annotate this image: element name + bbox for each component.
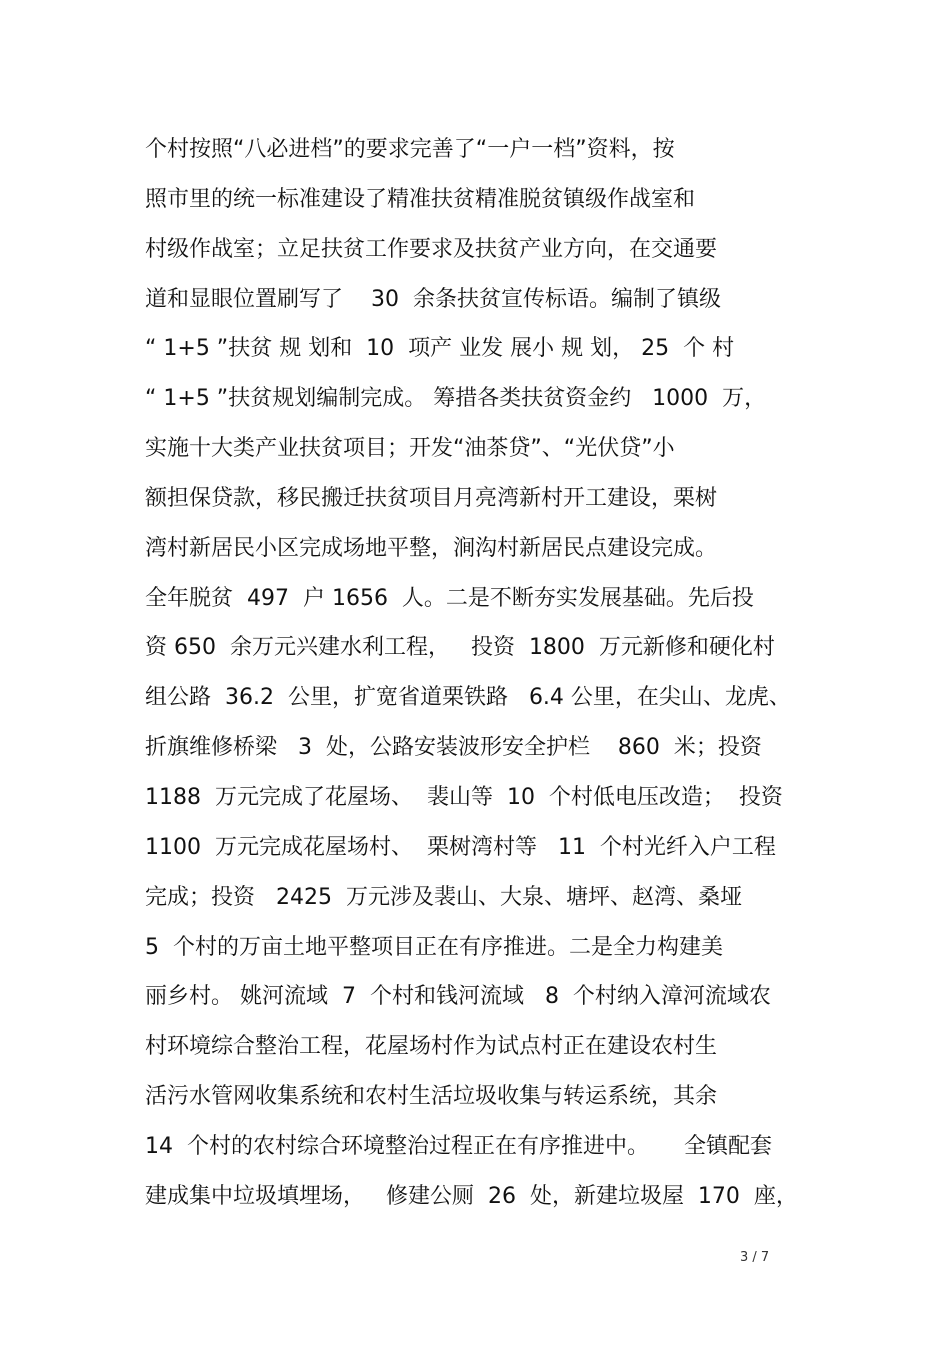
text-line: 照市里的统一标准建设了精准扶贫精准脱贫镇级作战室和 xyxy=(145,186,696,212)
page-number: 3 / 7 xyxy=(740,1250,770,1265)
text-line: 14 个村的农村综合环境整治过程正在有序推进中。 全镇配套 xyxy=(145,1133,772,1159)
text-line: 1100 万元完成花屋场村、 栗树湾村等 11 个村光纤入户工程 xyxy=(145,834,776,860)
text-line: 折旗维修桥梁 3 处，公路安装波形安全护栏 860 米；投资 xyxy=(145,735,762,761)
text-line: 1188 万元完成了花屋场、 裴山等 10 个村低电压改造； 投资 xyxy=(145,784,783,810)
text-line: 全年脱贫 497 户 1656 人。二是不断夯实发展基础。先后投 xyxy=(145,585,754,611)
text-line: 实施十大类产业扶贫项目；开发“油茶贷”、“光伏贷”小 xyxy=(145,436,675,462)
text-line: 个村按照“八必进档”的要求完善了“一户一档”资料，按 xyxy=(145,137,675,162)
text-line: 道和显眼位置刷写了 30 余条扶贫宣传标语。编制了镇级 xyxy=(145,286,721,312)
text-line: 丽乡村。 姚河流域 7 个村和钱河流域 8 个村纳入漳河流域农 xyxy=(145,984,771,1010)
text-line: 湾村新居民小区完成场地平整，涧沟村新居民点建设完成。 xyxy=(145,535,718,561)
text-line: 完成；投资 2425 万元涉及裴山、大泉、塘坪、赵湾、桑垭 xyxy=(145,884,742,910)
text-line: 建成集中垃圾填埋场， 修建公厕 26 处，新建垃圾屋 170 座， xyxy=(145,1183,798,1209)
text-line: “ 1+5 ”扶贫 规 划和 10 项产 业发 展小 规 划， 25 个 村 xyxy=(145,336,735,362)
text-line: 村级作战室；立足扶贫工作要求及扶贫产业方向，在交通要 xyxy=(145,236,718,262)
text-line: 额担保贷款，移民搬迁扶贫项目月亮湾新村开工建设，栗树 xyxy=(145,485,718,511)
body-text xyxy=(145,125,815,1222)
text-line: 5 个村的万亩土地平整项目正在有序推进。二是全力构建美 xyxy=(145,934,723,960)
text-line: 组公路 36.2 公里，扩宽省道栗铁路 6.4 公里，在尖山、龙虎、 xyxy=(145,685,791,711)
text-line: 村环境综合整治工程，花屋场村作为试点村正在建设农村生 xyxy=(145,1034,718,1060)
text-line: 活污水管网收集系统和农村生活垃圾收集与转运系统，其余 xyxy=(145,1084,718,1110)
text-line: “ 1+5 ”扶贫规划编制完成。 筹措各类扶贫资金约 1000 万， xyxy=(145,386,767,412)
text-line: 资 650 余万元兴建水利工程， 投资 1800 万元新修和硬化村 xyxy=(145,635,775,661)
